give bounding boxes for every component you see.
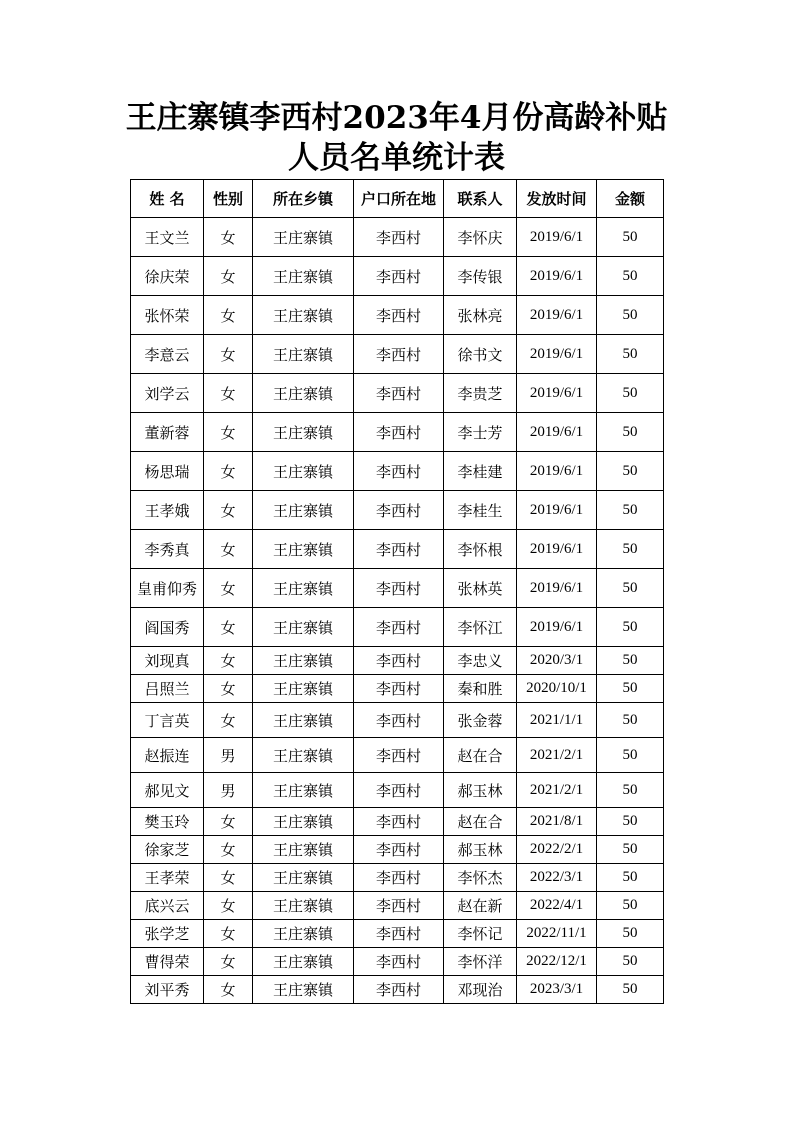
amount-cell: 50 xyxy=(597,675,664,703)
table-row xyxy=(131,374,664,413)
gender-cell: 女 xyxy=(204,257,253,296)
table-row xyxy=(131,836,664,864)
gender-cell: 女 xyxy=(204,608,253,647)
name-cell: 刘平秀 xyxy=(131,976,204,1004)
amount-cell: 50 xyxy=(597,257,664,296)
document-title-line1: 王庄寨镇李西村2023年4月份高龄补贴 xyxy=(125,100,668,136)
table-row xyxy=(131,892,664,920)
household-cell: 李西村 xyxy=(354,374,444,413)
gender-cell: 女 xyxy=(204,948,253,976)
gender-cell: 女 xyxy=(204,703,253,738)
contact-cell: 李士芳 xyxy=(444,413,517,452)
subsidy-roster-table xyxy=(130,179,664,1004)
household-cell: 李西村 xyxy=(354,335,444,374)
township-cell: 王庄寨镇 xyxy=(253,335,354,374)
name-cell: 李秀真 xyxy=(131,530,204,569)
gender-cell: 女 xyxy=(204,530,253,569)
header-gender: 性别 xyxy=(204,180,253,218)
table-row xyxy=(131,569,664,608)
gender-cell: 女 xyxy=(204,452,253,491)
gender-cell: 男 xyxy=(204,773,253,808)
township-cell: 王庄寨镇 xyxy=(253,647,354,675)
issue-date-cell: 2019/6/1 xyxy=(517,335,597,374)
gender-cell: 女 xyxy=(204,808,253,836)
contact-cell: 李传银 xyxy=(444,257,517,296)
contact-cell: 李怀洋 xyxy=(444,948,517,976)
amount-cell: 50 xyxy=(597,738,664,773)
name-cell: 王孝荣 xyxy=(131,864,204,892)
name-cell: 张怀荣 xyxy=(131,296,204,335)
header-issue-date: 发放时间 xyxy=(517,180,597,218)
gender-cell: 女 xyxy=(204,335,253,374)
gender-cell: 女 xyxy=(204,864,253,892)
issue-date-cell: 2022/3/1 xyxy=(517,864,597,892)
table-row xyxy=(131,976,664,1004)
table-row xyxy=(131,920,664,948)
table-row xyxy=(131,530,664,569)
issue-date-cell: 2021/2/1 xyxy=(517,738,597,773)
table-row xyxy=(131,703,664,738)
issue-date-cell: 2019/6/1 xyxy=(517,374,597,413)
amount-cell: 50 xyxy=(597,703,664,738)
issue-date-cell: 2019/6/1 xyxy=(517,608,597,647)
issue-date-cell: 2019/6/1 xyxy=(517,296,597,335)
table-row xyxy=(131,296,664,335)
issue-date-cell: 2020/3/1 xyxy=(517,647,597,675)
name-cell: 阎国秀 xyxy=(131,608,204,647)
township-cell: 王庄寨镇 xyxy=(253,892,354,920)
name-cell: 王文兰 xyxy=(131,218,204,257)
township-cell: 王庄寨镇 xyxy=(253,374,354,413)
gender-cell: 男 xyxy=(204,738,253,773)
gender-cell: 女 xyxy=(204,892,253,920)
township-cell: 王庄寨镇 xyxy=(253,836,354,864)
contact-cell: 李桂建 xyxy=(444,452,517,491)
township-cell: 王庄寨镇 xyxy=(253,773,354,808)
gender-cell: 女 xyxy=(204,374,253,413)
table-row xyxy=(131,335,664,374)
township-cell: 王庄寨镇 xyxy=(253,218,354,257)
name-cell: 曹得荣 xyxy=(131,948,204,976)
contact-cell: 赵在合 xyxy=(444,808,517,836)
contact-cell: 李怀杰 xyxy=(444,864,517,892)
household-cell: 李西村 xyxy=(354,491,444,530)
contact-cell: 李怀江 xyxy=(444,608,517,647)
table-row xyxy=(131,675,664,703)
household-cell: 李西村 xyxy=(354,773,444,808)
township-cell: 王庄寨镇 xyxy=(253,948,354,976)
name-cell: 郝见文 xyxy=(131,773,204,808)
contact-cell: 张金蓉 xyxy=(444,703,517,738)
township-cell: 王庄寨镇 xyxy=(253,296,354,335)
header-household-location: 户口所在地 xyxy=(354,180,444,218)
township-cell: 王庄寨镇 xyxy=(253,976,354,1004)
name-cell: 刘学云 xyxy=(131,374,204,413)
amount-cell: 50 xyxy=(597,452,664,491)
amount-cell: 50 xyxy=(597,892,664,920)
amount-cell: 50 xyxy=(597,413,664,452)
table-row xyxy=(131,218,664,257)
contact-cell: 秦和胜 xyxy=(444,675,517,703)
household-cell: 李西村 xyxy=(354,892,444,920)
township-cell: 王庄寨镇 xyxy=(253,808,354,836)
amount-cell: 50 xyxy=(597,491,664,530)
township-cell: 王庄寨镇 xyxy=(253,920,354,948)
township-cell: 王庄寨镇 xyxy=(253,452,354,491)
name-cell: 杨思瑞 xyxy=(131,452,204,491)
table-row xyxy=(131,647,664,675)
issue-date-cell: 2023/3/1 xyxy=(517,976,597,1004)
contact-cell: 赵在合 xyxy=(444,738,517,773)
amount-cell: 50 xyxy=(597,218,664,257)
issue-date-cell: 2019/6/1 xyxy=(517,257,597,296)
household-cell: 李西村 xyxy=(354,257,444,296)
contact-cell: 李怀根 xyxy=(444,530,517,569)
header-township: 所在乡镇 xyxy=(253,180,354,218)
household-cell: 李西村 xyxy=(354,948,444,976)
gender-cell: 女 xyxy=(204,296,253,335)
amount-cell: 50 xyxy=(597,976,664,1004)
contact-cell: 邓现治 xyxy=(444,976,517,1004)
issue-date-cell: 2019/6/1 xyxy=(517,452,597,491)
issue-date-cell: 2019/6/1 xyxy=(517,530,597,569)
table-row xyxy=(131,413,664,452)
contact-cell: 郝玉林 xyxy=(444,773,517,808)
table-row xyxy=(131,257,664,296)
amount-cell: 50 xyxy=(597,836,664,864)
table-body xyxy=(131,218,664,1004)
gender-cell: 女 xyxy=(204,413,253,452)
township-cell: 王庄寨镇 xyxy=(253,675,354,703)
table-row xyxy=(131,773,664,808)
table-row xyxy=(131,608,664,647)
name-cell: 李意云 xyxy=(131,335,204,374)
amount-cell: 50 xyxy=(597,569,664,608)
household-cell: 李西村 xyxy=(354,608,444,647)
name-cell: 丁言英 xyxy=(131,703,204,738)
household-cell: 李西村 xyxy=(354,413,444,452)
name-cell: 徐庆荣 xyxy=(131,257,204,296)
amount-cell: 50 xyxy=(597,864,664,892)
issue-date-cell: 2022/4/1 xyxy=(517,892,597,920)
table-row xyxy=(131,491,664,530)
household-cell: 李西村 xyxy=(354,836,444,864)
contact-cell: 李贵芝 xyxy=(444,374,517,413)
township-cell: 王庄寨镇 xyxy=(253,703,354,738)
gender-cell: 女 xyxy=(204,218,253,257)
township-cell: 王庄寨镇 xyxy=(253,530,354,569)
township-cell: 王庄寨镇 xyxy=(253,569,354,608)
table-row xyxy=(131,808,664,836)
name-cell: 王孝娥 xyxy=(131,491,204,530)
issue-date-cell: 2019/6/1 xyxy=(517,218,597,257)
amount-cell: 50 xyxy=(597,374,664,413)
issue-date-cell: 2022/2/1 xyxy=(517,836,597,864)
township-cell: 王庄寨镇 xyxy=(253,864,354,892)
issue-date-cell: 2022/12/1 xyxy=(517,948,597,976)
household-cell: 李西村 xyxy=(354,675,444,703)
township-cell: 王庄寨镇 xyxy=(253,413,354,452)
amount-cell: 50 xyxy=(597,920,664,948)
contact-cell: 李怀记 xyxy=(444,920,517,948)
township-cell: 王庄寨镇 xyxy=(253,608,354,647)
amount-cell: 50 xyxy=(597,773,664,808)
household-cell: 李西村 xyxy=(354,864,444,892)
name-cell: 底兴云 xyxy=(131,892,204,920)
contact-cell: 赵在新 xyxy=(444,892,517,920)
gender-cell: 女 xyxy=(204,569,253,608)
gender-cell: 女 xyxy=(204,836,253,864)
header-contact: 联系人 xyxy=(444,180,517,218)
gender-cell: 女 xyxy=(204,491,253,530)
header-amount: 金额 xyxy=(597,180,664,218)
amount-cell: 50 xyxy=(597,530,664,569)
household-cell: 李西村 xyxy=(354,703,444,738)
issue-date-cell: 2019/6/1 xyxy=(517,569,597,608)
contact-cell: 张林英 xyxy=(444,569,517,608)
name-cell: 刘现真 xyxy=(131,647,204,675)
gender-cell: 女 xyxy=(204,675,253,703)
township-cell: 王庄寨镇 xyxy=(253,738,354,773)
amount-cell: 50 xyxy=(597,808,664,836)
issue-date-cell: 2021/2/1 xyxy=(517,773,597,808)
household-cell: 李西村 xyxy=(354,647,444,675)
name-cell: 皇甫仰秀 xyxy=(131,569,204,608)
name-cell: 徐家芝 xyxy=(131,836,204,864)
amount-cell: 50 xyxy=(597,608,664,647)
table-row xyxy=(131,452,664,491)
household-cell: 李西村 xyxy=(354,920,444,948)
township-cell: 王庄寨镇 xyxy=(253,491,354,530)
name-cell: 樊玉玲 xyxy=(131,808,204,836)
household-cell: 李西村 xyxy=(354,530,444,569)
table-row xyxy=(131,864,664,892)
table-row xyxy=(131,948,664,976)
contact-cell: 李桂生 xyxy=(444,491,517,530)
contact-cell: 郝玉林 xyxy=(444,836,517,864)
amount-cell: 50 xyxy=(597,335,664,374)
township-cell: 王庄寨镇 xyxy=(253,257,354,296)
issue-date-cell: 2021/8/1 xyxy=(517,808,597,836)
table-row xyxy=(131,738,664,773)
gender-cell: 女 xyxy=(204,920,253,948)
household-cell: 李西村 xyxy=(354,808,444,836)
gender-cell: 女 xyxy=(204,647,253,675)
name-cell: 吕照兰 xyxy=(131,675,204,703)
issue-date-cell: 2019/6/1 xyxy=(517,491,597,530)
issue-date-cell: 2022/11/1 xyxy=(517,920,597,948)
issue-date-cell: 2020/10/1 xyxy=(517,675,597,703)
contact-cell: 李忠义 xyxy=(444,647,517,675)
amount-cell: 50 xyxy=(597,647,664,675)
household-cell: 李西村 xyxy=(354,218,444,257)
name-cell: 张学芝 xyxy=(131,920,204,948)
household-cell: 李西村 xyxy=(354,569,444,608)
contact-cell: 李怀庆 xyxy=(444,218,517,257)
header-name: 姓 名 xyxy=(131,180,204,218)
contact-cell: 张林亮 xyxy=(444,296,517,335)
amount-cell: 50 xyxy=(597,948,664,976)
household-cell: 李西村 xyxy=(354,976,444,1004)
header-row xyxy=(131,180,664,218)
contact-cell: 徐书文 xyxy=(444,335,517,374)
document-title-line2: 人员名单统计表 xyxy=(288,140,505,176)
amount-cell: 50 xyxy=(597,296,664,335)
household-cell: 李西村 xyxy=(354,452,444,491)
issue-date-cell: 2019/6/1 xyxy=(517,413,597,452)
name-cell: 董新蓉 xyxy=(131,413,204,452)
name-cell: 赵振连 xyxy=(131,738,204,773)
household-cell: 李西村 xyxy=(354,738,444,773)
household-cell: 李西村 xyxy=(354,296,444,335)
issue-date-cell: 2021/1/1 xyxy=(517,703,597,738)
gender-cell: 女 xyxy=(204,976,253,1004)
